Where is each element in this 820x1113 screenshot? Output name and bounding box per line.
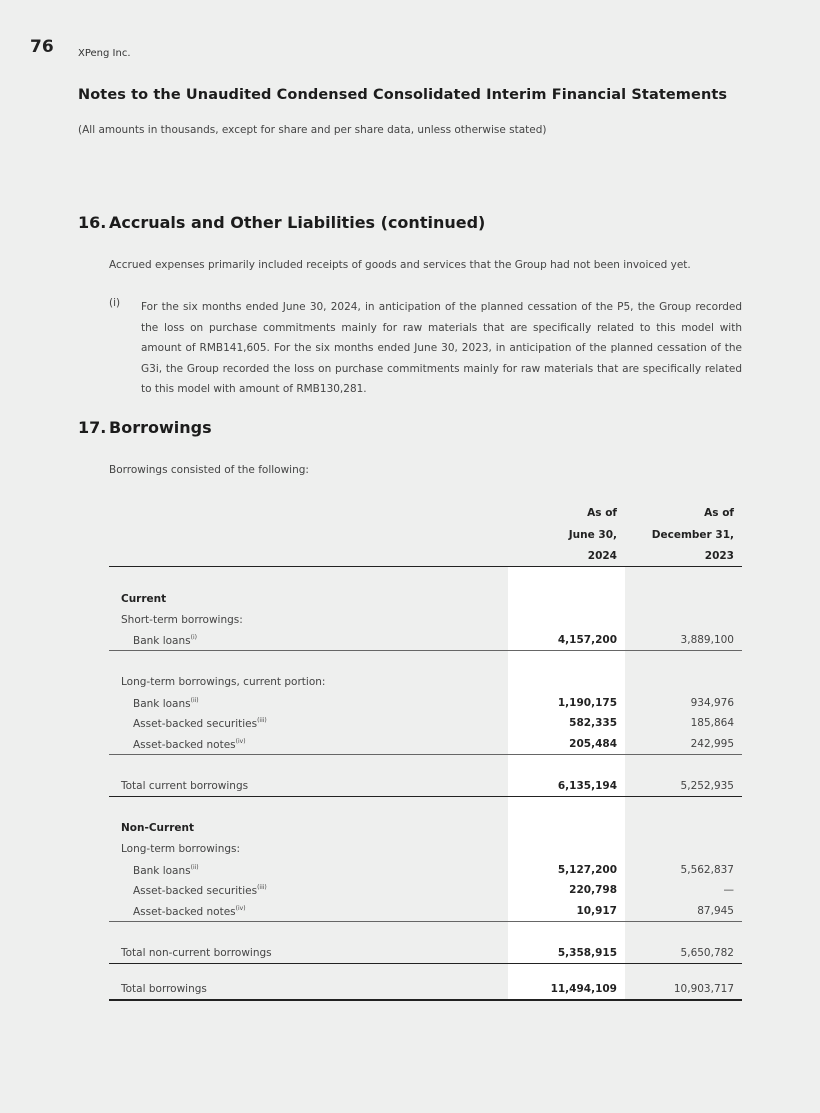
column-header-line: December 31,	[651, 528, 734, 541]
row-label: Asset-backed securities$^{(iii)}$	[133, 717, 267, 730]
value-2023: 185,864	[690, 717, 734, 729]
table-row	[109, 676, 742, 696]
table-row	[109, 884, 742, 904]
footnote-ref: (ii)	[190, 697, 199, 704]
value-2023: 87,945	[697, 905, 734, 917]
section-17-number: 17.	[78, 418, 107, 437]
value-2024: 5,127,200	[557, 864, 617, 876]
table-bottom-rule	[109, 999, 742, 1001]
value-2023: 3,889,100	[680, 634, 734, 646]
row-label: Total borrowings	[121, 983, 207, 995]
value-2024: 6,135,194	[557, 780, 617, 792]
column-header-line: As of	[587, 507, 617, 519]
footnote-ref: (iv)	[235, 905, 246, 912]
value-2024: 220,798	[569, 884, 617, 896]
company-name: XPeng Inc.	[78, 48, 131, 59]
value-2023: —	[723, 884, 734, 896]
table-row	[109, 614, 742, 634]
value-2023: 242,995	[690, 738, 734, 750]
value-2023: 934,976	[690, 697, 734, 709]
row-label: Bank loans$^{(ii)}$	[133, 864, 199, 877]
value-2024: 1,190,175	[557, 697, 617, 709]
table-row	[109, 905, 742, 925]
value-2023: 5,650,782	[680, 947, 734, 959]
row-label: Short-term borrowings:	[121, 614, 243, 626]
page-subtitle: (All amounts in thousands, except for share and per share data, unless otherwise stated)	[78, 124, 547, 136]
row-divider	[109, 650, 742, 651]
footnote-ref: (ii)	[190, 864, 199, 871]
section-17-paragraph: Borrowings consisted of the following:	[109, 464, 309, 476]
table-row	[109, 593, 742, 613]
row-label: Bank loans$^{(ii)}$	[133, 697, 199, 710]
table-row	[109, 634, 742, 654]
row-label: Long-term borrowings, current portion:	[121, 676, 326, 688]
row-label: Total current borrowings	[121, 780, 249, 792]
column-header-line: June 30,	[568, 528, 617, 541]
value-2024: 4,157,200	[557, 634, 617, 646]
value-2023: 10,903,717	[673, 983, 734, 995]
value-2024: 205,484	[569, 738, 617, 750]
column-header-line: 2024	[587, 550, 617, 562]
footnote-ref: (iii)	[257, 717, 267, 724]
footnote-ref: (iii)	[257, 884, 267, 891]
row-label: Long-term borrowings:	[121, 843, 241, 855]
column-header-2024	[487, 503, 617, 568]
header-divider	[109, 566, 742, 567]
table-row	[109, 843, 742, 863]
value-2024: 5,358,915	[557, 947, 617, 959]
table-row	[109, 864, 742, 884]
section-16-number: 16.	[78, 213, 107, 232]
column-header-line: As of	[704, 507, 734, 519]
section-17-title: Borrowings	[109, 418, 212, 437]
table-row	[109, 822, 742, 842]
value-2024: 582,335	[569, 717, 617, 729]
table-row	[109, 717, 742, 737]
page-title: Notes to the Unaudited Condensed Consolidated Interim Financial Statements	[78, 87, 728, 103]
row-label: Non-Current	[121, 822, 194, 834]
column-header-2023	[604, 503, 734, 568]
table-row	[109, 697, 742, 717]
row-label: Asset-backed securities$^{(iii)}$	[133, 884, 267, 897]
footnote-ref: (i)	[190, 634, 197, 641]
footnote-ref: (iv)	[235, 738, 246, 745]
value-2023: 5,562,837	[680, 864, 734, 876]
section-16-paragraph: Accrued expenses primarily included receipts of goods and services that the Group had not been invoiced yet.	[109, 259, 691, 271]
value-2024: 10,917	[576, 905, 617, 917]
row-divider	[109, 796, 742, 797]
value-2024: 11,494,109	[550, 983, 617, 995]
row-divider	[109, 754, 742, 755]
row-label: Total non-current borrowings	[121, 947, 272, 959]
value-2023: 5,252,935	[680, 780, 734, 792]
row-divider	[109, 921, 742, 922]
row-label: Asset-backed notes$^{(iv)}$	[133, 738, 246, 751]
footnote-label: (i)	[109, 297, 121, 309]
section-16-title: Accruals and Other Liabilities (continued)	[109, 213, 486, 232]
row-label: Bank loans$^{(i)}$	[133, 634, 197, 647]
row-label: Current	[121, 593, 167, 605]
footnote-text: For the six months ended June 30, 2024, in anticipation of the planned cessation of the P5, the Group recorded the loss on purchase commitments mainly for raw materials that are specifically related to this model with amount of RMB141,605. For the six months ended June 30, 2023, in anticipation of the planned cessation of the G3i, the Group recorded the loss on purchase commitments mainly for raw materials that are specifically related to this model with amount of RMB130,281.	[141, 301, 742, 396]
column-header-line: 2023	[704, 550, 734, 562]
borrowings-table	[109, 500, 742, 1010]
section-16-heading	[78, 213, 485, 232]
section-17-heading	[78, 418, 212, 437]
row-label: Asset-backed notes$^{(iv)}$	[133, 905, 246, 918]
table-row	[109, 738, 742, 758]
row-divider	[109, 963, 742, 964]
page-number: 76	[30, 37, 54, 57]
